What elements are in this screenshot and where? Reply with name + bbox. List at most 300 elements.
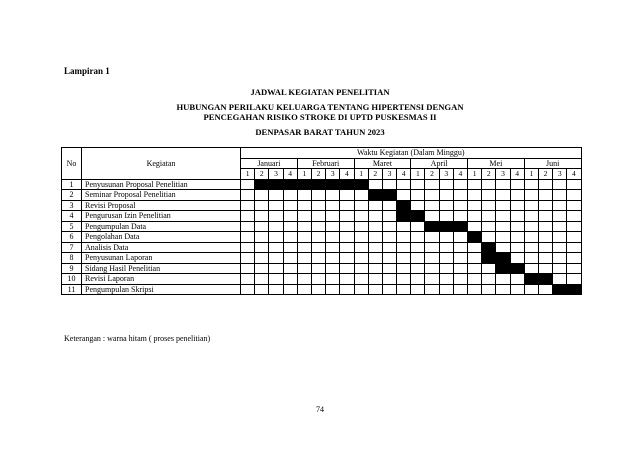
gantt-cell	[553, 179, 567, 190]
gantt-cell	[482, 179, 496, 190]
week-header: 2	[368, 169, 382, 180]
gantt-cell	[411, 263, 425, 274]
gantt-cell	[241, 232, 255, 243]
activity-name: Pengumpulan Data	[82, 221, 241, 232]
gantt-cell	[538, 284, 552, 295]
gantt-cell	[382, 179, 396, 190]
gantt-cell	[510, 274, 524, 285]
gantt-cell	[453, 284, 467, 295]
gantt-cell	[340, 242, 354, 253]
research-title-line-3: DENPASAR BARAT TAHUN 2023	[255, 127, 385, 137]
gantt-cell	[397, 284, 411, 295]
gantt-cell	[439, 211, 453, 222]
gantt-cell	[241, 274, 255, 285]
gantt-cell	[482, 221, 496, 232]
column-header-no: No	[62, 148, 82, 180]
gantt-cell	[340, 211, 354, 222]
gantt-cell	[439, 274, 453, 285]
gantt-cell-filled	[269, 179, 283, 190]
research-title-line-1: HUBUNGAN PERILAKU KELUARGA TENTANG HIPERTENSI DENGAN	[176, 102, 464, 112]
gantt-cell	[553, 253, 567, 264]
gantt-cell	[425, 242, 439, 253]
week-header: 3	[326, 169, 340, 180]
activity-name: Revisi Laporan	[82, 274, 241, 285]
page-number: 74	[316, 405, 324, 414]
gantt-cell	[283, 274, 297, 285]
week-header: 3	[439, 169, 453, 180]
week-header: 4	[453, 169, 467, 180]
gantt-cell	[468, 190, 482, 201]
week-header: 3	[553, 169, 567, 180]
gantt-cell	[538, 242, 552, 253]
gantt-cell	[425, 263, 439, 274]
gantt-cell	[496, 274, 510, 285]
gantt-cell	[482, 190, 496, 201]
gantt-cell	[468, 274, 482, 285]
gantt-cell	[297, 284, 311, 295]
gantt-cell	[567, 190, 581, 201]
gantt-cell	[553, 190, 567, 201]
gantt-cell	[524, 190, 538, 201]
gantt-cell	[496, 211, 510, 222]
gantt-cell	[496, 179, 510, 190]
row-number: 1	[62, 179, 82, 190]
month-header: April	[411, 158, 468, 169]
week-header: 1	[241, 169, 255, 180]
gantt-cell	[283, 232, 297, 243]
gantt-cell	[340, 190, 354, 201]
gantt-cell	[283, 190, 297, 201]
gantt-cell	[397, 263, 411, 274]
gantt-cell	[354, 211, 368, 222]
gantt-cell	[283, 242, 297, 253]
gantt-cell	[311, 190, 325, 201]
gantt-cell	[524, 253, 538, 264]
gantt-cell	[326, 253, 340, 264]
gantt-cell	[269, 200, 283, 211]
week-header: 1	[354, 169, 368, 180]
gantt-cell-filled	[439, 221, 453, 232]
gantt-cell	[411, 200, 425, 211]
gantt-cell	[510, 253, 524, 264]
activity-name: Revisi Proposal	[82, 200, 241, 211]
gantt-cell	[311, 284, 325, 295]
gantt-cell	[567, 263, 581, 274]
gantt-cell-filled	[311, 179, 325, 190]
activity-name: Penyusunan Laporan	[82, 253, 241, 264]
table-row	[62, 190, 582, 201]
week-header: 2	[425, 169, 439, 180]
gantt-cell	[496, 284, 510, 295]
gantt-cell	[411, 253, 425, 264]
gantt-cell	[553, 263, 567, 274]
gantt-cell	[397, 274, 411, 285]
header-row-time	[62, 148, 582, 159]
gantt-cell	[538, 221, 552, 232]
gantt-cell	[524, 179, 538, 190]
gantt-cell	[368, 221, 382, 232]
gantt-cell	[297, 221, 311, 232]
gantt-cell	[524, 200, 538, 211]
table-row	[62, 274, 582, 285]
row-number: 9	[62, 263, 82, 274]
gantt-cell	[368, 179, 382, 190]
gantt-cell	[241, 263, 255, 274]
gantt-cell	[311, 242, 325, 253]
gantt-cell	[354, 253, 368, 264]
gantt-cell	[425, 284, 439, 295]
gantt-cell	[368, 242, 382, 253]
activity-name: Penyusunan Proposal Penelitian	[82, 179, 241, 190]
week-header: 3	[382, 169, 396, 180]
gantt-cell	[382, 200, 396, 211]
gantt-cell	[567, 242, 581, 253]
gantt-cell	[496, 232, 510, 243]
gantt-cell	[538, 211, 552, 222]
gantt-cell	[368, 253, 382, 264]
gantt-cell	[255, 253, 269, 264]
gantt-cell	[326, 274, 340, 285]
gantt-cell	[241, 284, 255, 295]
gantt-cell	[255, 274, 269, 285]
row-number: 2	[62, 190, 82, 201]
gantt-cell-filled	[567, 284, 581, 295]
table-row	[62, 221, 582, 232]
gantt-cell	[453, 253, 467, 264]
gantt-cell	[382, 263, 396, 274]
gantt-cell	[382, 253, 396, 264]
month-header: Maret	[354, 158, 411, 169]
gantt-cell	[255, 211, 269, 222]
gantt-cell	[453, 190, 467, 201]
month-header: Juni	[524, 158, 581, 169]
gantt-cell	[425, 179, 439, 190]
week-header: 1	[411, 169, 425, 180]
gantt-cell	[524, 221, 538, 232]
gantt-cell-filled	[496, 263, 510, 274]
gantt-cell	[255, 190, 269, 201]
gantt-cell	[368, 211, 382, 222]
gantt-cell	[453, 200, 467, 211]
gantt-cell	[311, 263, 325, 274]
gantt-cell	[368, 200, 382, 211]
gantt-cell	[297, 253, 311, 264]
gantt-cell	[468, 284, 482, 295]
gantt-cell	[255, 232, 269, 243]
gantt-cell	[411, 232, 425, 243]
row-number: 8	[62, 253, 82, 264]
gantt-cell	[283, 253, 297, 264]
activity-name: Analisis Data	[82, 242, 241, 253]
gantt-cell	[468, 253, 482, 264]
gantt-cell	[269, 232, 283, 243]
gantt-cell	[510, 200, 524, 211]
gantt-cell	[368, 232, 382, 243]
gantt-cell	[241, 179, 255, 190]
gantt-cell	[311, 200, 325, 211]
gantt-cell	[453, 179, 467, 190]
gantt-cell	[538, 179, 552, 190]
gantt-cell	[553, 242, 567, 253]
activity-name: Pengurusan Izin Penelitian	[82, 211, 241, 222]
gantt-cell	[397, 190, 411, 201]
gantt-cell	[439, 253, 453, 264]
gantt-cell	[269, 253, 283, 264]
gantt-cell	[382, 284, 396, 295]
row-number: 5	[62, 221, 82, 232]
gantt-cell	[411, 190, 425, 201]
gantt-cell	[510, 221, 524, 232]
gantt-cell	[482, 232, 496, 243]
gantt-cell	[510, 242, 524, 253]
gantt-cell	[354, 242, 368, 253]
table-row	[62, 263, 582, 274]
gantt-cell	[453, 263, 467, 274]
table-row	[62, 284, 582, 295]
legend-note: Keterangan : warna hitam ( proses penelitian)	[64, 334, 211, 343]
gantt-cell	[524, 232, 538, 243]
gantt-cell	[439, 242, 453, 253]
gantt-cell	[425, 211, 439, 222]
gantt-cell-filled	[382, 190, 396, 201]
gantt-cell	[567, 179, 581, 190]
gantt-cell-filled	[482, 242, 496, 253]
gantt-cell-filled	[510, 263, 524, 274]
week-header: 3	[496, 169, 510, 180]
gantt-cell	[553, 232, 567, 243]
gantt-cell-filled	[468, 232, 482, 243]
week-header: 4	[340, 169, 354, 180]
gantt-cell	[510, 190, 524, 201]
week-header: 1	[524, 169, 538, 180]
week-header: 2	[311, 169, 325, 180]
gantt-cell-filled	[425, 221, 439, 232]
gantt-cell	[439, 200, 453, 211]
month-header: Februari	[297, 158, 354, 169]
gantt-cell	[553, 221, 567, 232]
gantt-cell	[468, 221, 482, 232]
gantt-cell	[283, 200, 297, 211]
gantt-cell	[354, 190, 368, 201]
gantt-cell	[297, 274, 311, 285]
gantt-cell	[411, 284, 425, 295]
gantt-cell	[411, 221, 425, 232]
gantt-cell	[241, 200, 255, 211]
gantt-cell	[354, 221, 368, 232]
week-header: 4	[567, 169, 581, 180]
gantt-cell	[241, 253, 255, 264]
gantt-cell-filled	[524, 274, 538, 285]
gantt-cell	[297, 211, 311, 222]
gantt-cell	[567, 211, 581, 222]
gantt-cell-filled	[326, 179, 340, 190]
gantt-cell	[354, 284, 368, 295]
gantt-cell	[411, 242, 425, 253]
gantt-cell	[524, 242, 538, 253]
week-header: 3	[269, 169, 283, 180]
gantt-cell	[255, 221, 269, 232]
gantt-cell	[397, 179, 411, 190]
week-header: 1	[468, 169, 482, 180]
gantt-cell	[255, 242, 269, 253]
gantt-cell	[567, 221, 581, 232]
gantt-cell	[468, 242, 482, 253]
row-number: 11	[62, 284, 82, 295]
table-row	[62, 232, 582, 243]
gantt-cell	[553, 200, 567, 211]
gantt-cell	[538, 263, 552, 274]
gantt-cell	[524, 211, 538, 222]
gantt-cell	[567, 274, 581, 285]
gantt-cell	[311, 211, 325, 222]
gantt-cell	[411, 274, 425, 285]
gantt-cell-filled	[297, 179, 311, 190]
gantt-cell	[340, 263, 354, 274]
activity-name: Sidang Hasil Penelitian	[82, 263, 241, 274]
gantt-cell-filled	[453, 221, 467, 232]
gantt-cell	[538, 190, 552, 201]
row-number: 6	[62, 232, 82, 243]
gantt-cell	[340, 284, 354, 295]
gantt-cell	[269, 284, 283, 295]
gantt-cell-filled	[538, 274, 552, 285]
gantt-cell	[283, 284, 297, 295]
week-header: 4	[397, 169, 411, 180]
gantt-cell	[524, 284, 538, 295]
gantt-cell	[510, 179, 524, 190]
gantt-cell	[354, 200, 368, 211]
week-header: 4	[510, 169, 524, 180]
activity-name: Seminar Proposal Penelitian	[82, 190, 241, 201]
gantt-cell	[439, 190, 453, 201]
row-number: 10	[62, 274, 82, 285]
gantt-cell	[425, 200, 439, 211]
gantt-cell	[269, 221, 283, 232]
gantt-cell	[538, 200, 552, 211]
gantt-cell	[326, 284, 340, 295]
gantt-cell	[425, 190, 439, 201]
row-number: 7	[62, 242, 82, 253]
gantt-cell	[453, 232, 467, 243]
gantt-cell	[269, 274, 283, 285]
gantt-cell	[340, 200, 354, 211]
gantt-cell	[326, 190, 340, 201]
gantt-cell	[553, 274, 567, 285]
gantt-cell	[496, 242, 510, 253]
gantt-cell	[510, 232, 524, 243]
gantt-cell-filled	[283, 179, 297, 190]
table-row	[62, 242, 582, 253]
gantt-cell	[453, 211, 467, 222]
gantt-cell	[241, 242, 255, 253]
gantt-cell	[368, 274, 382, 285]
gantt-cell	[496, 221, 510, 232]
gantt-cell	[567, 232, 581, 243]
gantt-cell	[340, 232, 354, 243]
gantt-cell	[567, 253, 581, 264]
gantt-cell	[297, 200, 311, 211]
gantt-cell-filled	[397, 211, 411, 222]
gantt-cell	[468, 200, 482, 211]
gantt-cell	[468, 179, 482, 190]
gantt-cell	[326, 263, 340, 274]
column-header-time: Waktu Kegiatan (Dalam Minggu)	[241, 148, 582, 159]
gantt-cell	[241, 211, 255, 222]
gantt-cell	[567, 200, 581, 211]
gantt-cell	[269, 211, 283, 222]
week-header: 1	[297, 169, 311, 180]
activity-name: Pengolahan Data	[82, 232, 241, 243]
appendix-label: Lampiran 1	[64, 66, 110, 76]
gantt-cell	[538, 253, 552, 264]
activity-name: Pengumpulan Skripsi	[82, 284, 241, 295]
gantt-cell	[297, 263, 311, 274]
gantt-cell	[269, 263, 283, 274]
gantt-cell	[482, 274, 496, 285]
schedule-title: JADWAL KEGIATAN PENELITIAN	[250, 87, 390, 97]
gantt-cell	[354, 263, 368, 274]
gantt-cell	[425, 274, 439, 285]
gantt-cell	[283, 263, 297, 274]
gantt-cell	[283, 221, 297, 232]
gantt-cell	[397, 253, 411, 264]
gantt-cell	[510, 284, 524, 295]
week-header: 2	[482, 169, 496, 180]
gantt-cell	[439, 232, 453, 243]
gantt-cell	[553, 211, 567, 222]
gantt-cell-filled	[553, 284, 567, 295]
research-title-line-2: PENCEGAHAN RISIKO STROKE DI UPTD PUSKESMAS II	[203, 112, 437, 122]
gantt-cell	[453, 274, 467, 285]
gantt-cell	[297, 242, 311, 253]
gantt-cell	[311, 232, 325, 243]
gantt-cell	[411, 179, 425, 190]
gantt-cell	[482, 263, 496, 274]
gantt-cell	[283, 211, 297, 222]
gantt-cell	[311, 274, 325, 285]
gantt-cell	[425, 253, 439, 264]
week-header: 2	[538, 169, 552, 180]
gantt-cell	[297, 190, 311, 201]
schedule-table	[61, 147, 582, 295]
gantt-cell	[340, 253, 354, 264]
gantt-cell	[340, 221, 354, 232]
row-number: 3	[62, 200, 82, 211]
gantt-cell	[382, 211, 396, 222]
gantt-cell	[425, 232, 439, 243]
gantt-cell	[439, 284, 453, 295]
gantt-cell	[482, 211, 496, 222]
gantt-cell	[269, 190, 283, 201]
gantt-cell	[510, 211, 524, 222]
gantt-cell	[524, 263, 538, 274]
gantt-cell	[482, 284, 496, 295]
gantt-cell	[241, 221, 255, 232]
gantt-cell	[255, 263, 269, 274]
gantt-cell	[354, 274, 368, 285]
gantt-cell	[311, 253, 325, 264]
month-header: Mei	[468, 158, 525, 169]
gantt-cell	[368, 284, 382, 295]
gantt-cell	[538, 232, 552, 243]
week-header: 4	[283, 169, 297, 180]
gantt-cell-filled	[411, 211, 425, 222]
gantt-cell	[269, 242, 283, 253]
gantt-cell-filled	[397, 200, 411, 211]
gantt-cell	[326, 200, 340, 211]
row-number: 4	[62, 211, 82, 222]
gantt-cell	[496, 190, 510, 201]
